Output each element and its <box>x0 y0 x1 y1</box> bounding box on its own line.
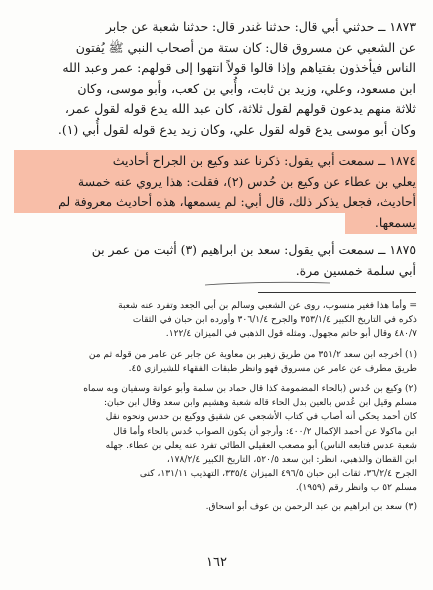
entry-line: ١٨٧٣ ــ حدثني أبي قال: حدثنا غندر قال: حدثنا شعبة عن جابر <box>105 19 416 34</box>
entry-line: وكان أبو موسى يدع قوله لقول علي، وكان زيد يدع قوله لقول أُبي (١). <box>57 121 416 137</box>
footnote-line: ذكره في التاريخ الكبير ٣٥٣/١/٤ والجرح ٣٠٦/١/٤ وأورده ابن حبان في الثقات <box>132 315 417 326</box>
entry-line: ثلاثة منهم يدعون قولهم لقول ثلاثة، كان عبد الله يدع قوله لقول عمر، <box>64 101 416 116</box>
entry-line: الناس فيأخذون بفتياهم وإذا قالوا قولاً انتهوا إلى قولهم: عمر وعبد الله <box>62 60 416 75</box>
entry-line: يسمعها. <box>374 214 416 230</box>
entry-line: ١٨٧٥ ــ سمعت أبي يقول: سعد بن ابراهيم (٣) أثبت من عمر بن <box>91 242 416 257</box>
footnote-line: طريق مطرف عن عامر عن مسروق فهو وانظر طبقات الفقهاء للشيرازي ٤٥. <box>128 363 417 374</box>
entry-line: أحاديث، فجعل يذكر ذلك، قال أبي: لم يسمعها، هذه أحاديث معروفة لم <box>58 194 416 209</box>
footnote-line: كان أحمد يحكي أنه أصاب في كتاب الأشجعي عن شقيق ووكيع بن حدس ونحوه نقل <box>105 412 417 423</box>
footnote-line: = وأما هذا فغير منسوب، روى عن الشعبي وسالم بن أبي الجعد وتفرد عنه شعبة <box>118 301 417 311</box>
footnote-separator <box>258 292 416 293</box>
footnote-line: الجرح ٣٦/٢/٤، ثقات ابن حبان ٤٩٦/٥ الميزان ٣٣٥/٤، التهذيب ١٣١/١١، كنى <box>139 469 417 480</box>
footnote-line: ٤٨٠/٧ وقال أبو حاتم مجهول. ومثله قول الذهبي في الميزان ١٢٢/٤. <box>165 329 417 340</box>
footnotes <box>12 299 417 514</box>
entry-line: ١٨٧٤ ــ سمعت أبي يقول: ذكرنا عند وكيع بن الجراح أحاديث <box>112 153 416 168</box>
entry-line: ابن مسعود، وعلي، وزيد بن ثابت، وأُبي بن كعب، وأبو موسى، وكان <box>77 80 416 96</box>
footnote-line: مسلم ٥٢ ب وانظر رقم (١٩٥٩). <box>295 483 417 494</box>
footnote-line: ابن القطان والذهبي، انظر: ابن سعد ٥٢٠/٥، التاريخ الكبير ١٧٨/٢/٤، <box>166 455 417 466</box>
entry-line: يعلي بن عطاء عن وكيع بن حُدس (٢)، فقلت: هذا يروي عنه خمسة <box>77 173 416 189</box>
entry-1874 <box>20 151 416 233</box>
entry-line: أبي سلمة خمسين مرة. <box>295 262 416 278</box>
footnote-line: مسلم وقيل ابن عُدس بالعين بدل الحاء قاله شعبة وهشيم وابن سعد وقال ابن حبان: <box>103 398 417 409</box>
footnote-line: (٣) سعد بن ابراهيم بن عبد الرحمن بن عوف أبو اسحاق. <box>205 501 417 512</box>
entry-1875 <box>20 240 416 281</box>
footnote-line: (١) أخرجه ابن سعد ٣٥١/٢ من طريق زهير بن معاوية عن جابر عن عامر من قوله ثم من <box>88 349 417 360</box>
page-number: ١٦٢ <box>206 555 227 570</box>
footnote-line: (٢) وكيع بن حُدس (بالحاء المضمومة كذا قال حماد بن سلمة وأبو عوانة وسفيان وبه سماه <box>83 384 417 395</box>
footnote-line: ابن ماكولا عن أحمد الإكمال ٤٠٠/٢: وأرجو أن يكون الصواب حُدس بالحاء وأما قال <box>113 426 417 437</box>
entry-line: عن الشعبي عن مسروق قال: كان ستة من أصحاب النبي ﷺ يُفتون <box>75 39 416 55</box>
footnote-line: شعبة عدس فتابعه الناس) أبو مصعب العقيلي الطائي تفرد عنه يعلي بن عطاء. جهله <box>105 440 417 451</box>
entry-1873 <box>20 17 416 140</box>
